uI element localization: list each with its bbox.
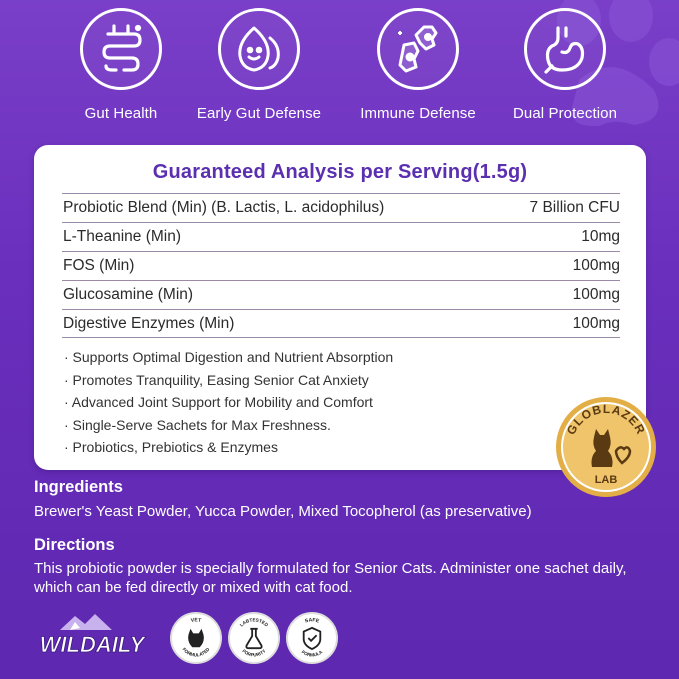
ingredient-value: 100mg [572, 257, 620, 274]
brand-name: WILDAILY [39, 632, 145, 657]
stomach-icon [524, 8, 606, 90]
svg-text:SAFE: SAFE [304, 617, 320, 625]
vet-formulated-badge [170, 612, 222, 664]
ingredient-value: 100mg [572, 286, 620, 303]
feature-immune-defense [343, 8, 493, 122]
ingredient-value: 10mg [581, 228, 620, 245]
analysis-table [62, 193, 620, 338]
guaranteed-analysis-card [34, 145, 649, 486]
ingredient-name: Glucosamine (Min) [63, 286, 194, 303]
feature-gut-health [46, 8, 196, 122]
feature-label: Immune Defense [360, 105, 476, 122]
ingredient-value: 7 Billion CFU [529, 199, 620, 216]
list-item: · Probiotics, Prebiotics & Enzymes [64, 439, 278, 456]
labtested-badge [228, 612, 280, 664]
svg-text:LABTESTED: LABTESTED [238, 617, 270, 628]
ingredient-name: Probiotic Blend (Min) (B. Lactis, L. acidophilus) [63, 199, 385, 216]
svg-text:FORPURITY: FORPURITY [241, 648, 267, 658]
leaf-shield-icon [218, 8, 300, 90]
benefit-list [64, 346, 494, 459]
safe-formula-badge [286, 612, 338, 664]
table-row [62, 309, 620, 338]
feature-label: Dual Protection [512, 105, 618, 122]
table-row [62, 222, 620, 251]
ingredient-name: L-Theanine (Min) [63, 228, 182, 245]
analysis-title: Guaranteed Analysis per Serving(1.5g) [152, 161, 528, 183]
immune-cells-icon [377, 8, 459, 90]
list-item: · Advanced Joint Support for Mobility and Comfort [64, 394, 373, 411]
ingredient-value: 100mg [572, 314, 620, 332]
feature-early-gut-defense [184, 8, 334, 122]
table-row [62, 251, 620, 280]
wildaily-logo [30, 612, 155, 662]
ingredients-text: Brewer's Yeast Powder, Yucca Powder, Mixed Tocopherol (as preservative) [34, 503, 532, 520]
ingredient-name: Digestive Enzymes (Min) [63, 314, 235, 332]
ingredients-title: Ingredients [34, 478, 123, 496]
svg-text:VET: VET [190, 617, 202, 624]
seal-top-text: GLOBLAZER [563, 401, 649, 438]
feature-label: Early Gut Defense [196, 105, 322, 122]
seal-bottom-text: LAB [594, 474, 618, 486]
table-row [62, 193, 620, 222]
globlazer-lab-seal [554, 395, 658, 499]
list-item: · Single-Serve Sachets for Max Freshness. [64, 416, 331, 433]
list-item: · Supports Optimal Digestion and Nutrient Absorption [64, 349, 394, 365]
ingredient-name: FOS (Min) [63, 257, 135, 274]
intestine-icon [80, 8, 162, 90]
list-item: · Promotes Tranquility, Easing Senior Cat Anxiety [64, 371, 369, 388]
feature-icons-row [0, 8, 679, 138]
directions-title: Directions [34, 536, 115, 554]
svg-text:FORMULA: FORMULA [300, 649, 324, 658]
directions-text: This probiotic powder is specially formulated for Senior Cats. Administer one sachet daily, which can be fed directly or mixed with cat food. [34, 560, 627, 596]
feature-dual-protection [490, 8, 640, 122]
svg-text:FORMULATED: FORMULATED [181, 646, 211, 658]
table-row [62, 280, 620, 309]
feature-label: Gut Health [84, 105, 158, 122]
